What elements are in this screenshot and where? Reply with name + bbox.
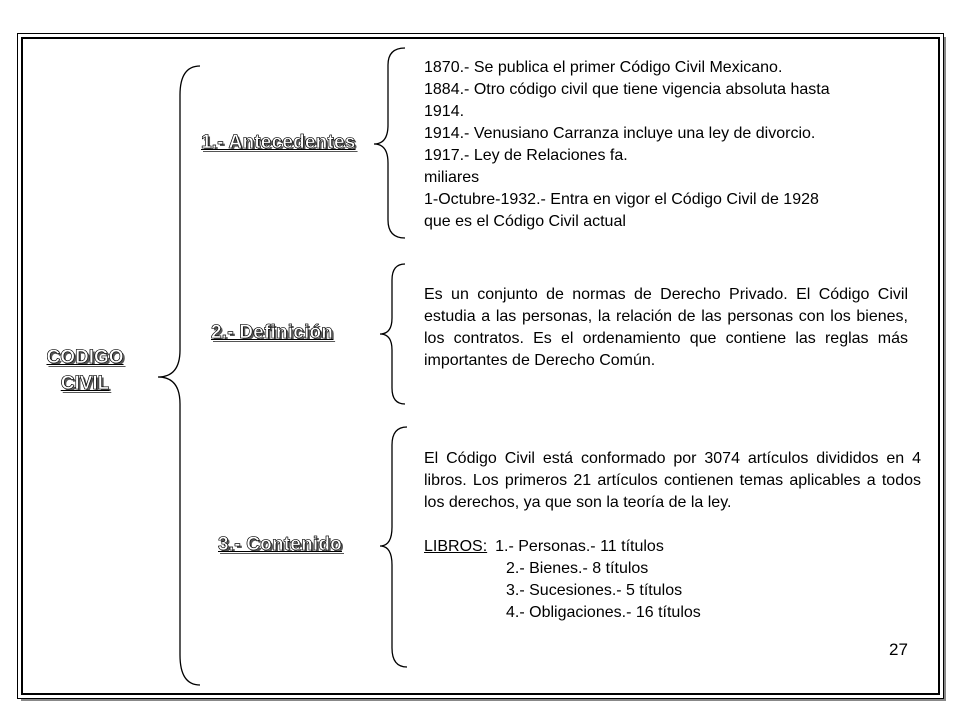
libro-item: 1.- Personas.- 11 títulos [495,538,664,555]
contenido-block [424,448,921,624]
antecedentes-line: miliares [424,169,480,186]
antecedentes-brace [374,48,405,238]
antecedentes-line: 1-Octubre-1932.- Entra en vigor el Código Civil de 1928 [424,191,819,208]
antecedentes-line: que es el Código Civil actual [424,213,626,230]
libros-row-2 [424,558,921,580]
libro-item: 2.- Bienes.- 8 títulos [506,560,649,577]
antecedentes-line: 1914. [424,103,465,120]
antecedentes-text [424,57,904,233]
libros-row-3 [424,580,921,602]
main-brace [158,66,200,685]
libros-row-4 [424,602,921,624]
page-number: 27 [889,640,908,659]
definicion-brace [380,264,405,404]
antecedentes-line: 1914.- Venusiano Carranza incluye una ley de divorcio. [424,125,816,142]
libro-item: 3.- Sucesiones.- 5 títulos [506,582,683,599]
heading-contenido: 3.- Contenido [218,534,342,555]
heading-antecedentes: 1.- Antecedentes [201,132,356,153]
antecedentes-line: 1884.- Otro código civil que tiene vigencia absoluta hasta [424,81,830,98]
contenido-text: El Código Civil está conformado por 3074 artículos divididos en 4 libros. Los primeros 21 artículos contienen temas aplicables a todos los derechos, ya que son la teoría de la ley. [424,450,921,511]
antecedentes-line: 1870.- Se publica el primer Código Civil Mexicano. [424,59,783,76]
antecedentes-line: 1917.- Ley de Relaciones fa. [424,147,628,164]
root-line-2: CIVIL [60,373,110,394]
definicion-text: Es un conjunto de normas de Derecho Privado. El Código Civil estudia a las personas, la relación de las personas con los bienes, los contratos. Es el ordenamiento que contiene las reglas más importantes de Derecho Común. [424,286,908,369]
heading-definicion: 2.- Definición [211,322,334,343]
contenido-brace [380,427,407,667]
root-line-1: CODIGO [46,347,124,368]
libros-label: LIBROS: [424,538,488,555]
libros-row-1 [424,536,921,558]
libro-item: 4.- Obligaciones.- 16 títulos [506,604,701,621]
root-node-title [30,345,140,397]
